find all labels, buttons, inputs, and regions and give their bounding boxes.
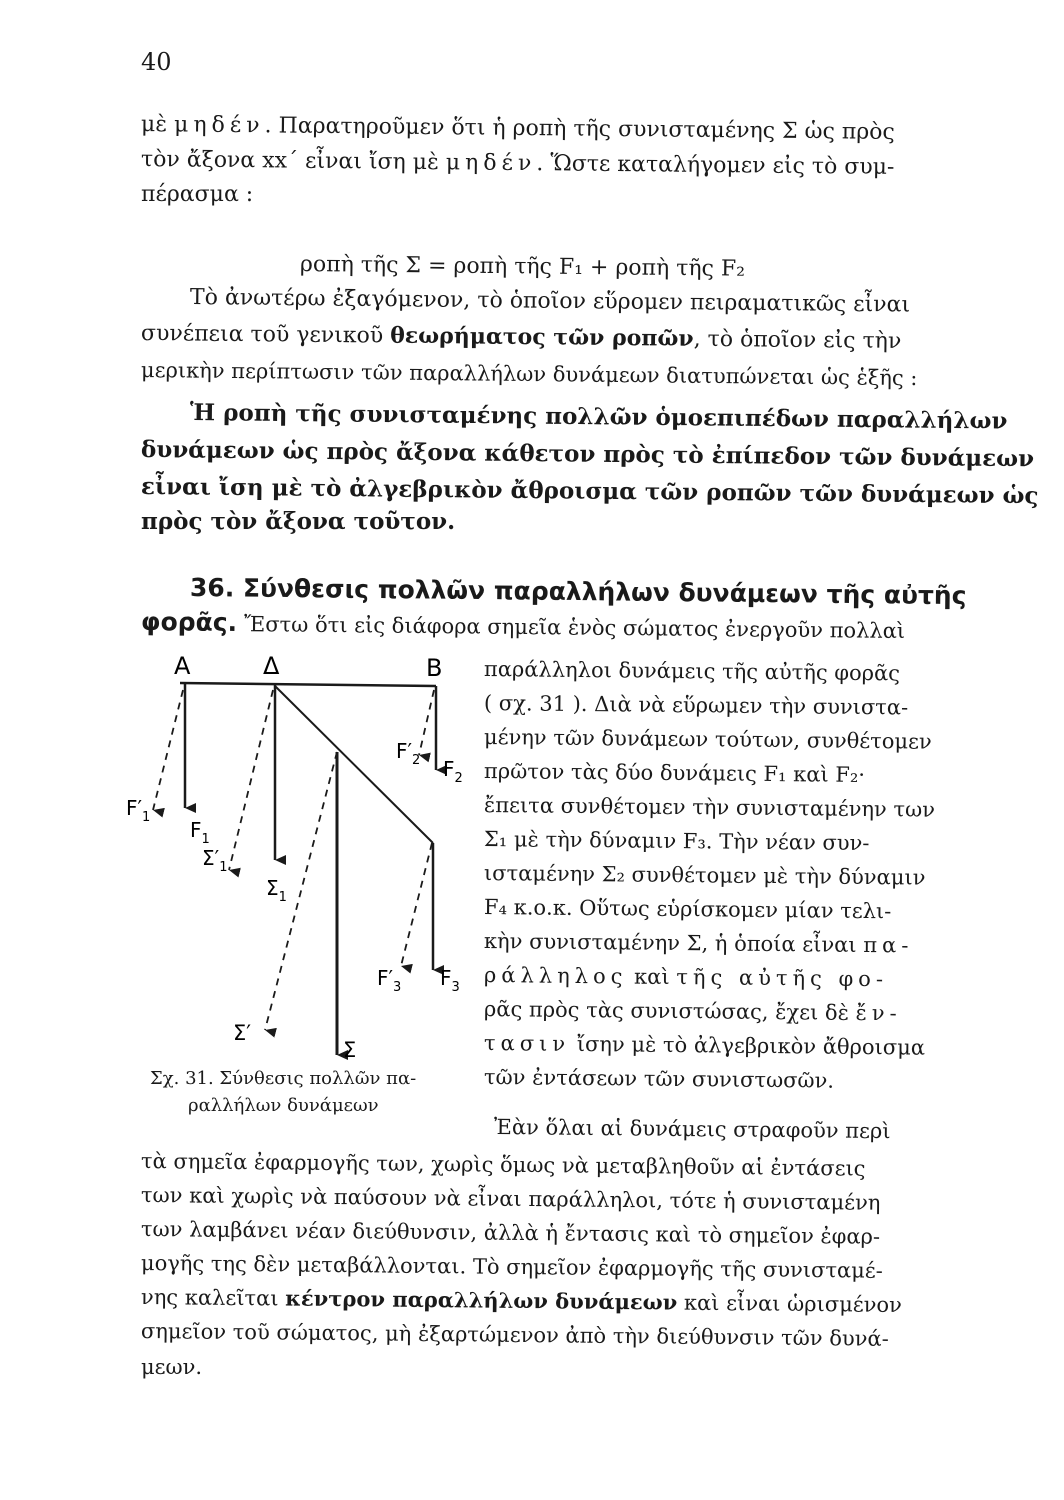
label-f2-prime [396, 739, 420, 768]
label-f2-main: F [443, 757, 455, 781]
label-f1-prime-sub: 1 [142, 810, 151, 825]
force-f2-prime-arrow [419, 690, 434, 755]
theorem-of-moments-term: θεωρήματος τῶν ροπῶν [390, 322, 694, 352]
label-f2-prime-sub: 2 [412, 753, 421, 768]
label-delta: Δ [263, 652, 280, 680]
label-a: A [174, 652, 191, 680]
side-line-13: τῶν ἐντάσεων τῶν συνιστωσῶν. [483, 1065, 835, 1093]
center-of-parallel-forces-term: κέντρον παραλλήλων δυνάμεων [285, 1285, 678, 1315]
label-s1-prime-sub: 1 [219, 860, 228, 875]
label-f1 [190, 818, 210, 847]
theorem-line-3: εἶναι ἴση μὲ τὸ ἀλγεβρικὸν ἄθροισμα τῶν ροπῶν τῶν δυνάμεων ὡς [140, 473, 1039, 510]
label-s1 [266, 876, 287, 905]
theorem-line-2: δυνάμεων ὡς πρὸς ἄξονα κάθετον πρὸς τὸ ἐπίπεδον τῶν δυνάμεων [140, 436, 1035, 473]
intro-l2-spaced: μηδέν [445, 150, 537, 177]
label-f3-main: F [440, 966, 452, 990]
section-heading-end: φορᾶς. [140, 607, 238, 638]
theorem-line-4: πρὸς τὸν ἄξονα τοῦτον. [141, 508, 456, 535]
side-line-1: παράλληλοι δυνάμεις τῆς αὐτῆς φορᾶς [483, 657, 901, 686]
resultant-s1-prime-arrow [229, 690, 273, 870]
label-s-prime: Σ′ [233, 1021, 252, 1045]
label-f3-prime-sub: 3 [393, 980, 402, 995]
intro-line-3: πέρασμα : [141, 182, 254, 207]
label-f2-prime-main: F′ [396, 739, 413, 763]
rod-bar [180, 683, 436, 686]
label-s: Σ [343, 1038, 357, 1062]
final-line-2: τὰ σημεῖα ἐφαρμογῆς των, χωρὶς ὅμως νὰ μεταβληθοῦν αἱ ἐντάσεις [140, 1149, 866, 1181]
force-f3-prime-arrow [401, 843, 432, 966]
intro-l1-a: μὲ [140, 112, 175, 138]
label-f1-prime [126, 796, 150, 825]
label-s1-prime-main: Σ′ [202, 846, 220, 870]
figure-caption-line-2: ραλλήλων δυνάμεων [188, 1095, 379, 1116]
side-line-5: ἔπειτα συνθέτομεν τὴν συνισταμένην των [483, 793, 936, 822]
label-f3 [440, 966, 460, 995]
final-line-5: μογῆς της δὲν μεταβάλλονται. Τὸ σημεῖον ἐφαρμογῆς τῆς συνισταμέ- [140, 1251, 883, 1283]
side-l10-c: τῆς αὐτῆς [676, 965, 827, 991]
figure-caption-line-1: Σχ. 31. Σύνθεσις πολλῶν πα- [150, 1068, 417, 1089]
force-f1-prime-arrow [153, 690, 183, 810]
final-l6-c: καὶ εἶναι ὡρισμένον [677, 1290, 902, 1317]
label-f1-sub: 1 [201, 832, 210, 847]
label-f3-prime-main: F′ [377, 966, 394, 990]
label-f1-prime-main: F′ [126, 796, 143, 820]
final-line-4: των λαμβάνει νέαν διεύθυνσιν, ἀλλὰ ἡ ἔντασις καὶ τὸ σημεῖον ἐφαρ- [140, 1217, 881, 1249]
side-line-7: ισταμένην Σ₂ συνθέτομεν μὲ τὴν δύναμιν [483, 861, 926, 890]
para1-line-1: Τὸ ἀνωτέρω ἐξαγόμενον, τὸ ὁποῖον εὕρομεν πειραματικῶς εἶναι [189, 285, 911, 318]
page-number: 40 [141, 48, 172, 76]
intro-l2-a: τὸν ἄξονα xx΄ εἶναι ἴση μὲ [140, 147, 446, 176]
para1-line-3: μερικὴν περίπτωσιν τῶν παραλλήλων δυνάμεων διατυπώνεται ὡς ἑξῆς : [140, 358, 918, 391]
side-l10-d: φο- [826, 966, 889, 992]
label-s1-main: Σ [266, 876, 279, 900]
final-line-8: μεων. [141, 1355, 203, 1379]
side-l12-b: ἴσην μὲ τὸ ἀλγεβρικὸν ἄθροισμα [570, 1031, 926, 1060]
intro-l1-spaced: μηδέν [173, 112, 265, 139]
side-line-2: ( σχ. 31 ). Διὰ νὰ εὕρωμεν τὴν συνιστα- [483, 691, 909, 720]
label-f2 [443, 757, 463, 786]
label-f3-prime [377, 966, 401, 995]
final-line-3: των καὶ χωρὶς νὰ παύσουν νὰ εἶναι παράλληλοι, τότε ἡ συνισταμένη [140, 1183, 881, 1215]
side-line-6: Σ₁ μὲ τὴν δύναμιν F₃. Τὴν νέαν συν- [483, 827, 870, 856]
final-line-7: σημεῖον τοῦ σώματος, μὴ ἐξαρτώμενον ἀπὸ τὴν διεύθυνσιν τῶν δυνά- [140, 1319, 889, 1351]
side-line-8: F₄ κ.ο.κ. Οὕτως εὑρίσκομεν μίαν τελι- [483, 895, 892, 924]
label-s1-sub: 1 [278, 890, 287, 905]
label-f1-main: F [190, 818, 202, 842]
side-l9-a: κὴν συνισταμένην Σ, ἡ ὁποία εἶναι [483, 929, 864, 957]
side-l10-a: ράλληλος [483, 963, 628, 989]
label-f2-sub: 2 [454, 771, 463, 786]
label-f3-sub: 3 [451, 980, 460, 995]
para1-l2-c: , τὸ ὁποῖον εἰς τὴν [693, 326, 902, 354]
section-heading: 36. Σύνθεσις πολλῶν παραλλήλων δυνάμεων τῆς αὐτῆς [189, 573, 967, 611]
side-line-3: μένην τῶν δυνάμεων τούτων, συνθέτομεν [483, 725, 932, 754]
side-l12-spaced: τασιν [483, 1031, 571, 1056]
intro-l2-c: . Ὥστε καταλήγομεν εἰς τὸ συμ- [536, 151, 895, 180]
lever-line-delta [275, 686, 433, 843]
theorem-line-1: Ἡ ροπὴ τῆς συνισταμένης πολλῶν ὁμοεπιπέδων παραλλήλων [189, 399, 1008, 435]
moment-formula: ροπὴ τῆς Σ = ροπὴ τῆς F₁ + ροπὴ τῆς F₂ [299, 252, 746, 282]
side-l10-b: καὶ [627, 964, 677, 990]
final-l6-a: νης καλεῖται [140, 1285, 286, 1311]
side-line-4: πρῶτον τὰς δύο δυνάμεις F₁ καὶ F₂· [483, 759, 866, 787]
section-first-line: Ἔστω ὅτι εἰς διάφορα σημεῖα ἑνὸς σώματος ἐνεργοῦν πολλαὶ [243, 612, 906, 644]
label-b: B [426, 654, 443, 682]
para1-l2-a: συνέπεια τοῦ γενικοῦ [140, 321, 391, 349]
final-line-1: Ἐὰν ὅλαι αἱ δυνάμεις στραφοῦν περὶ [493, 1115, 891, 1144]
intro-l1-c: . Παρατηροῦμεν ὅτι ἡ ροπὴ τῆς συνισταμένης Σ ὡς πρὸς [264, 113, 895, 145]
side-l11-spaced: ἔν- [855, 1000, 902, 1026]
side-l11-a: ρᾶς πρὸς τὰς συνιστώσας, ἔχει δὲ [483, 997, 856, 1025]
side-l9-spaced: πα- [863, 932, 914, 958]
label-s1-prime [202, 846, 227, 875]
